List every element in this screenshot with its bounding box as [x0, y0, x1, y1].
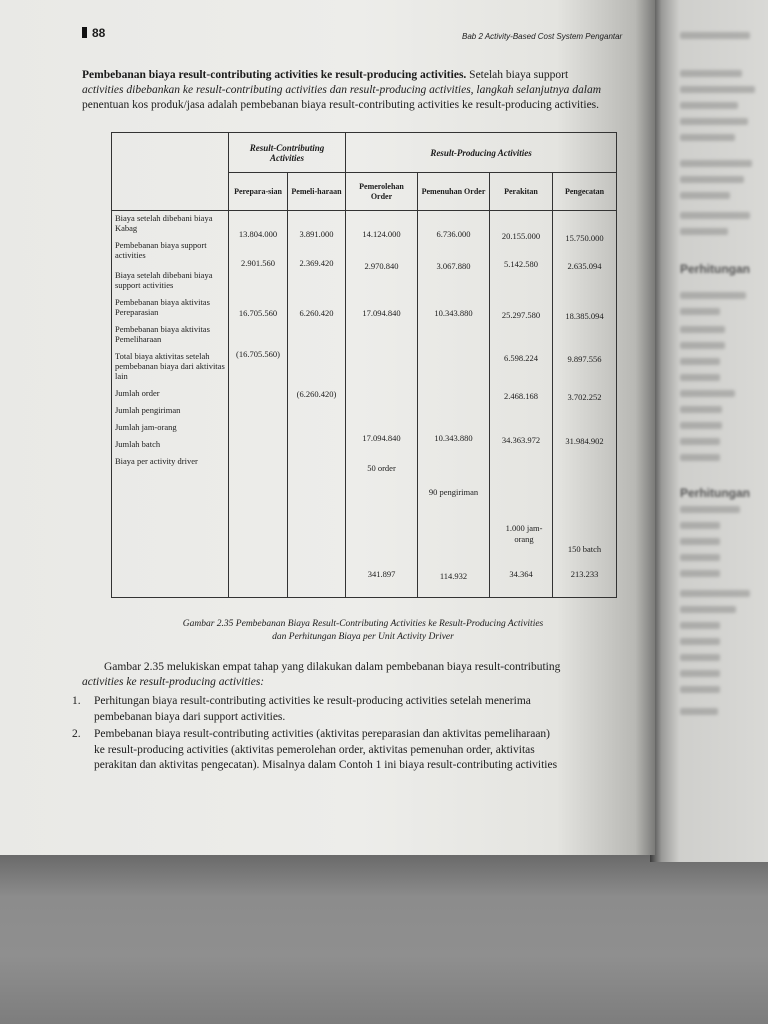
col-header: Perepara-sian: [229, 173, 288, 211]
table-cell: 16.705.560: [238, 308, 278, 318]
list-item: [72, 727, 655, 774]
col-header: Pengecatan: [553, 173, 617, 211]
intro-line1-rest: Setelah biaya support: [469, 69, 569, 81]
table-cell: 5.142.580: [504, 259, 538, 269]
facing-heading-1: Perhitungan: [680, 262, 751, 276]
body-line1: Gambar 2.35 melukiskan empat tahap yang dilakukan dalam pembebanan biaya result-contributing: [104, 661, 561, 673]
table-cell: 50 order: [367, 463, 396, 473]
row-label: Jumlah pengiriman: [115, 405, 181, 415]
list-item-line: Pembebanan biaya result-contributing activities (aktivitas pereparasian dan aktivitas pemeliharaan): [94, 728, 550, 740]
group-header-contributing: Result-Contributing Activities: [229, 133, 346, 173]
row-labels: [112, 211, 229, 598]
col-header: Pemerolehan Order: [346, 173, 418, 211]
table-cell: 13.804.000: [238, 229, 278, 239]
row-label: Pembebanan biaya aktivitas Pemeliharaan: [115, 324, 210, 344]
steps-list: [72, 694, 655, 776]
table-cell: 14.124.000: [362, 229, 401, 239]
row-label: Biaya setelah dibebani biaya support activities: [115, 270, 213, 290]
table-cell: 90 pengiriman: [428, 487, 479, 497]
table-cell: (6.260.420): [296, 389, 337, 399]
group-header-producing: Result-Producing Activities: [346, 133, 617, 173]
table-cell: 17.094.840: [362, 308, 401, 318]
table-cell: 341.897: [367, 569, 396, 579]
col-pereparasian: [229, 211, 288, 598]
body-paragraph: [82, 660, 655, 690]
row-label: Pembebanan biaya aktivitas Pereparasian: [115, 297, 210, 317]
list-item-number: 1.: [72, 695, 81, 707]
table-cell: 114.932: [439, 571, 468, 581]
table-cell: 2.369.420: [299, 258, 334, 268]
list-item: [72, 694, 655, 725]
col-perakitan: [490, 211, 553, 598]
table-cell: 2.970.840: [364, 261, 399, 271]
col-pemerolehan-order: [346, 211, 418, 598]
table-cell: 1.000 jam-orang: [505, 523, 543, 544]
list-item-line: ke result-producing activities (aktivitas pemerolehan order, aktivitas pemenuhan order, aktivitas: [94, 743, 535, 756]
table-cell: 25.297.580: [501, 310, 541, 320]
table-cell: 2.468.168: [504, 391, 538, 401]
list-item-line: Perhitungan biaya result-contributing activities ke result-producing activities setelah menerima: [94, 695, 531, 707]
row-label: Pembebanan biaya support activities: [115, 240, 207, 260]
table-cell: 17.094.840: [362, 433, 401, 443]
table-cell: (16.705.560): [236, 349, 280, 359]
col-pemenuhan-order: [418, 211, 490, 598]
table-cell: 10.343.880: [434, 308, 473, 318]
desk-surface: [0, 855, 768, 1024]
table-corner: [112, 133, 229, 211]
row-label: Jumlah batch: [115, 439, 161, 449]
table-cell: 20.155.000: [501, 231, 541, 241]
col-pengecatan: [553, 211, 617, 598]
list-item-number: 2.: [72, 728, 81, 740]
table-cell: 10.343.880: [434, 433, 473, 443]
figure-caption: [110, 618, 616, 644]
intro-line2: activities dibebankan ke result-contributing activities dan result-producing activities, langkah selanjutnya dalam: [82, 84, 601, 96]
table-cell: 213.233: [570, 569, 599, 579]
page-marker-icon: [82, 27, 87, 38]
row-label: Jumlah order: [115, 388, 160, 398]
caption-line2: dan Perhitungan Biaya per Unit Activity Driver: [272, 632, 454, 642]
col-header: Pemeli-haraan: [288, 173, 346, 211]
intro-paragraph: [82, 68, 655, 113]
table-cell: 18.385.094: [565, 311, 604, 321]
col-pemeliharaan: [288, 211, 346, 598]
list-item-line: perakitan dan aktivitas pengecatan). Misalnya dalam Contoh 1 ini biaya result-contributing activities: [94, 759, 558, 771]
table-cell: 3.067.880: [436, 261, 471, 271]
intro-line3: penentuan kos produk/jasa adalah pembebanan biaya result-contributing activities ke result-producing activities.: [82, 99, 600, 111]
table-cell: 2.901.560: [241, 258, 275, 268]
intro-lead: Pembebanan biaya result-contributing activities ke result-producing activities.: [82, 69, 467, 81]
table-cell: 6.598.224: [504, 353, 538, 363]
list-item-line: pembebanan biaya dari support activities.: [94, 710, 286, 723]
table-cell: 3.891.000: [299, 229, 334, 239]
row-label: Jumlah jam-orang: [115, 422, 177, 432]
table-cell: 6.736.000: [436, 229, 471, 239]
table-cell: 31.984.902: [565, 436, 604, 446]
col-header: Pemenuhan Order: [418, 173, 490, 211]
table-cell: 2.635.094: [567, 261, 602, 271]
chapter-header: Bab 2 Activity-Based Cost System Pengantar: [462, 32, 623, 41]
row-label: Total biaya aktivitas setelah pembebanan biaya dari aktivitas lain: [115, 351, 225, 381]
facing-page: [650, 0, 768, 862]
cost-allocation-table: [111, 132, 617, 598]
table-cell: 34.363.972: [501, 435, 541, 445]
table-cell: 6.260.420: [299, 308, 334, 318]
body-line2: activities ke result-producing activities:: [82, 676, 265, 688]
table-cell: 34.364: [509, 569, 533, 579]
row-label: Biaya per activity driver: [115, 456, 198, 466]
table-cell: 3.702.252: [567, 392, 602, 402]
facing-heading-2: Perhitungan: [680, 486, 751, 500]
col-header: Perakitan: [490, 173, 553, 211]
caption-line1: Gambar 2.35 Pembebanan Biaya Result-Contributing Activities ke Result-Producing Activities: [182, 619, 544, 629]
page-number: 88: [82, 26, 105, 40]
table-cell: 150 batch: [567, 544, 602, 554]
table-cell: 9.897.556: [567, 354, 602, 364]
row-label: Biaya setelah dibebani biaya Kabag: [115, 213, 213, 233]
table-cell: 15.750.000: [565, 233, 604, 243]
